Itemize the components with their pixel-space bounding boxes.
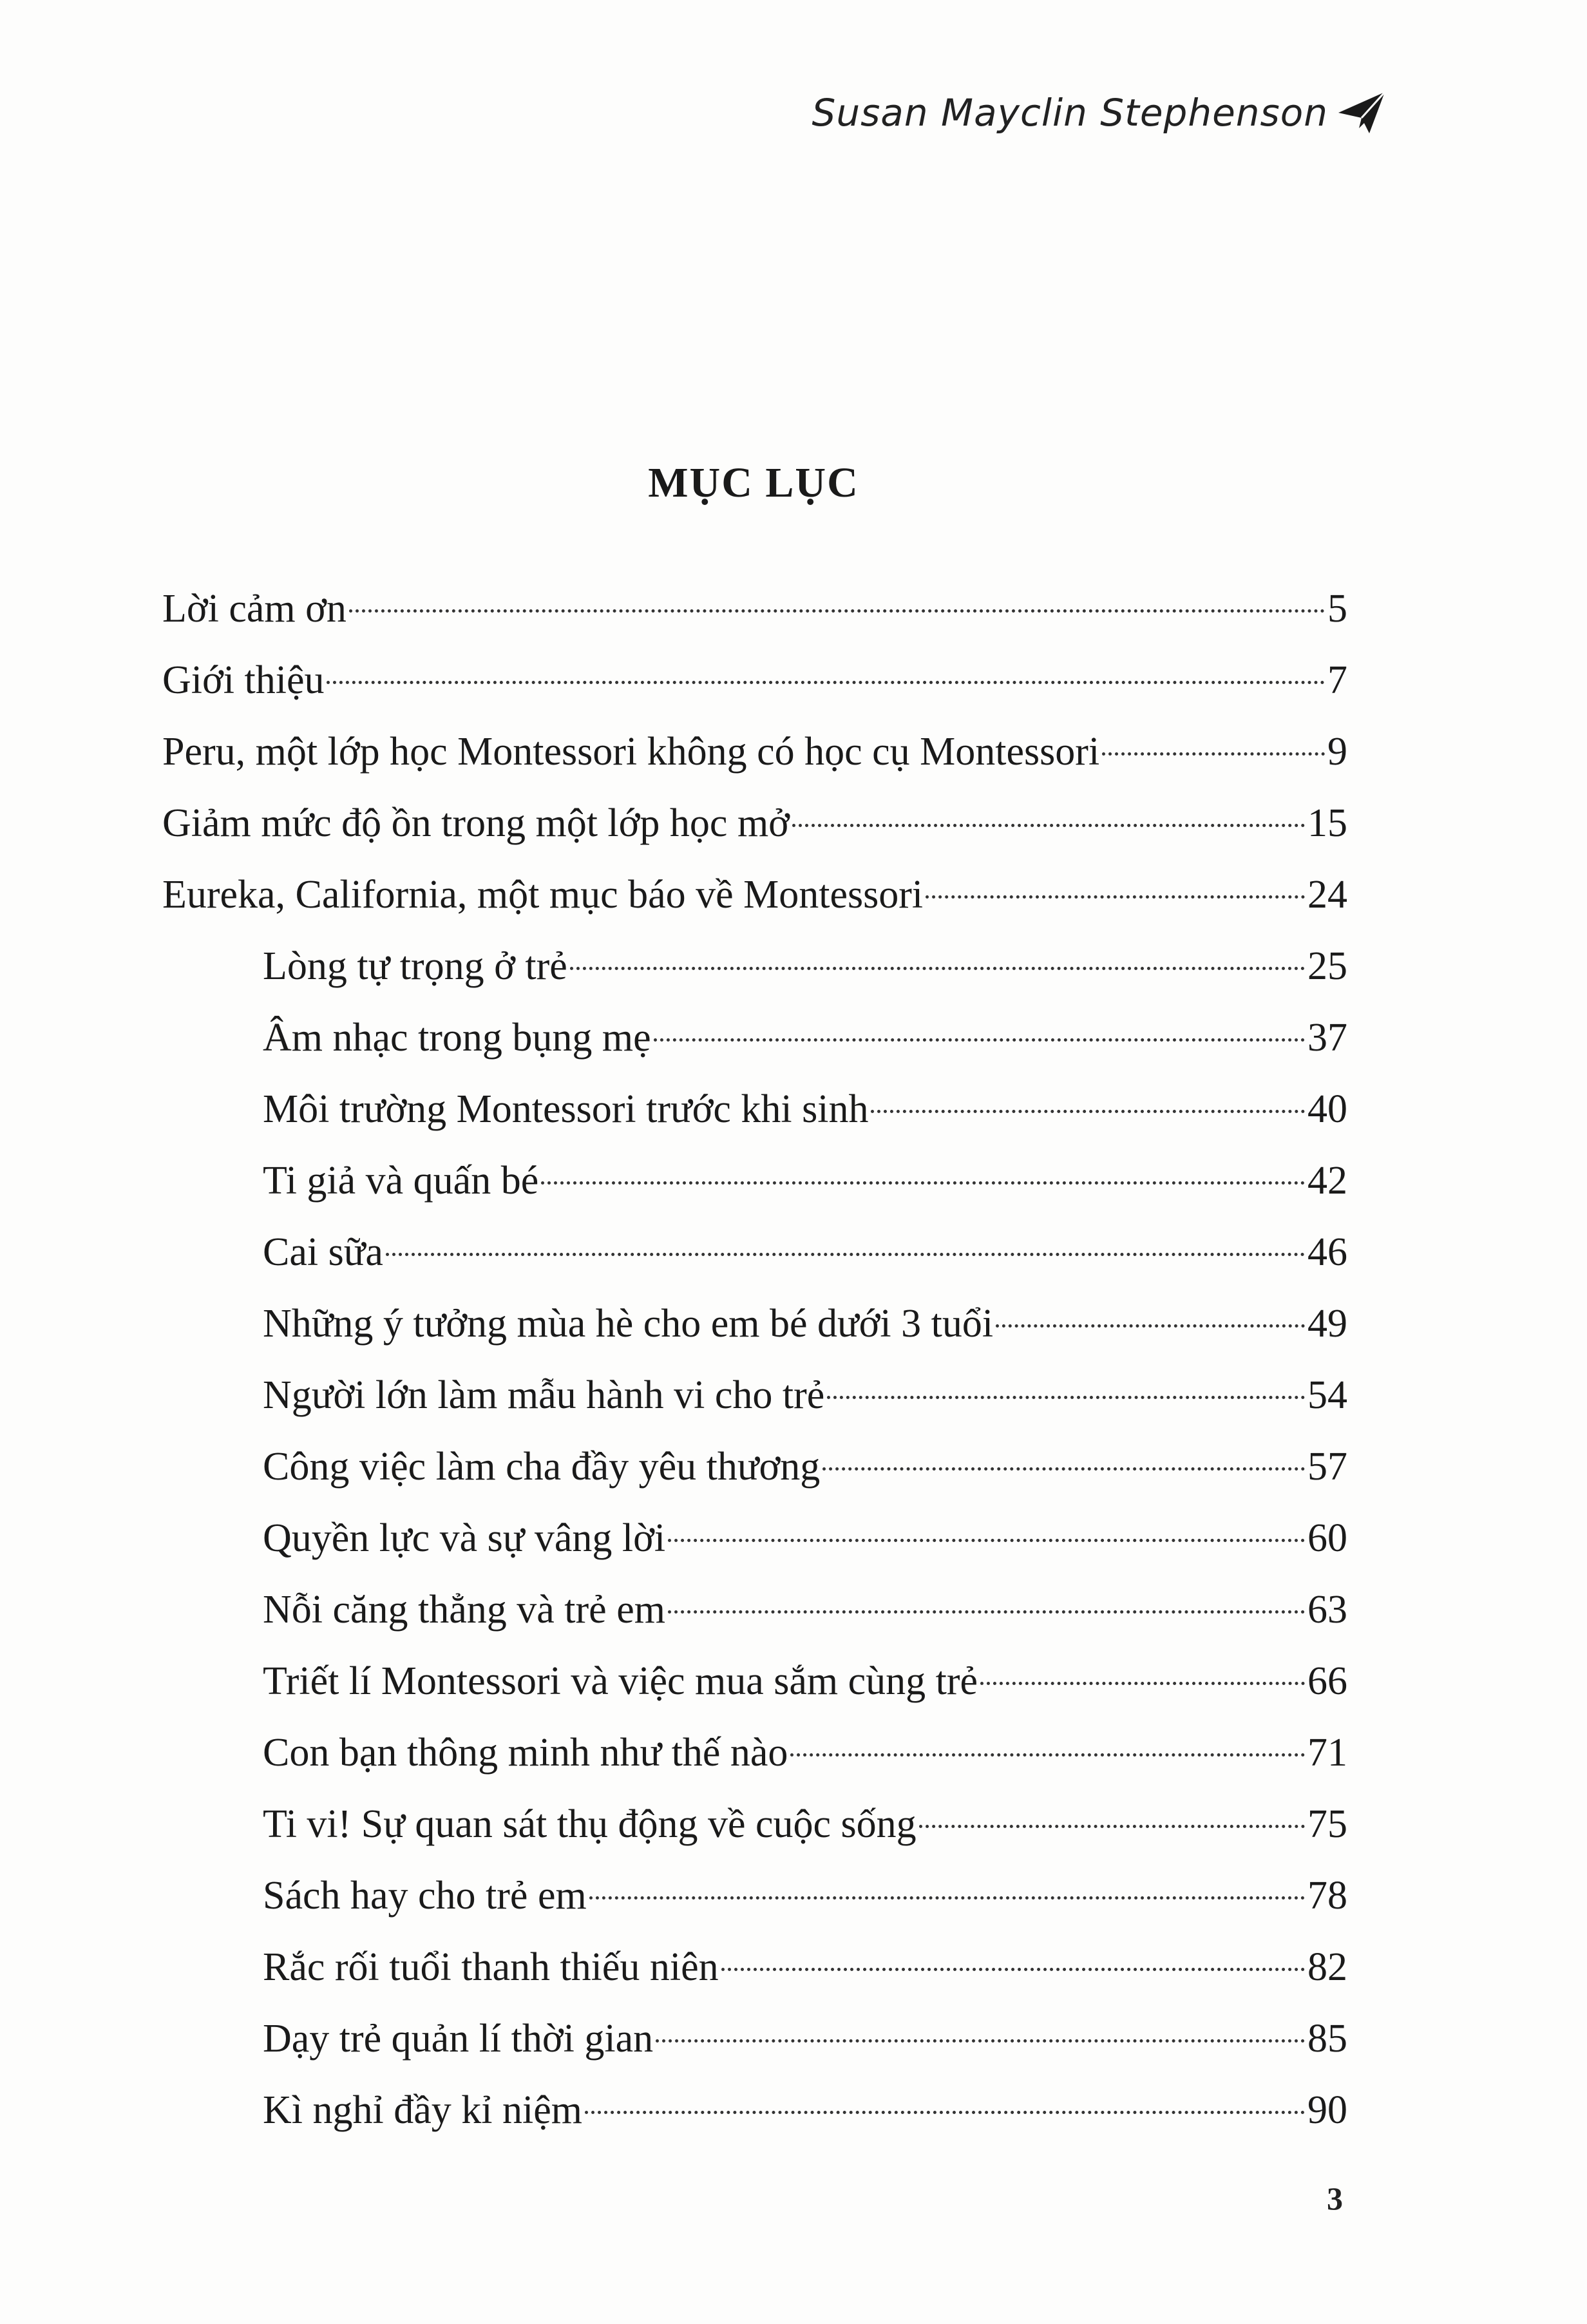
toc-entry-page: 63 bbox=[1307, 1588, 1347, 1632]
toc-entry bbox=[162, 1288, 1347, 1360]
toc-entry-label: Lòng tự trọng ở trẻ bbox=[263, 944, 567, 988]
toc-entry-label: Dạy trẻ quản lí thời gian bbox=[263, 2017, 654, 2061]
table-of-contents bbox=[162, 573, 1347, 2146]
toc-entry-label: Âm nhạc trong bụng mẹ bbox=[263, 1016, 651, 1060]
dot-leader bbox=[327, 681, 1325, 684]
toc-entry bbox=[162, 1646, 1347, 1717]
toc-entry-page: 37 bbox=[1307, 1016, 1347, 1060]
toc-entry-label: Cai sữa bbox=[263, 1230, 383, 1274]
toc-entry bbox=[162, 1932, 1347, 2003]
dot-leader bbox=[827, 1396, 1305, 1399]
toc-entry-page: 75 bbox=[1307, 1802, 1347, 1846]
dot-leader bbox=[541, 1181, 1305, 1185]
toc-entry-label: Nỗi căng thẳng và trẻ em bbox=[263, 1588, 665, 1632]
toc-entry bbox=[162, 1789, 1347, 1860]
toc-entry-label: Những ý tưởng mùa hè cho em bé dưới 3 tuổi bbox=[263, 1302, 994, 1346]
running-head bbox=[812, 87, 1387, 138]
dot-leader bbox=[980, 1682, 1305, 1685]
toc-entry bbox=[162, 1074, 1347, 1145]
toc-entry-page: 7 bbox=[1327, 658, 1347, 702]
toc-entry-page: 71 bbox=[1307, 1731, 1347, 1775]
toc-entry-label: Kì nghỉ đầy kỉ niệm bbox=[263, 2088, 582, 2132]
toc-entry bbox=[162, 931, 1347, 1002]
toc-entry bbox=[162, 573, 1347, 645]
toc-entry-page: 57 bbox=[1307, 1445, 1347, 1489]
toc-entry bbox=[162, 2075, 1347, 2146]
dot-leader bbox=[926, 895, 1305, 899]
toc-entry-page: 42 bbox=[1307, 1159, 1347, 1203]
toc-entry bbox=[162, 645, 1347, 716]
toc-entry-page: 82 bbox=[1307, 1945, 1347, 1989]
dot-leader bbox=[871, 1110, 1305, 1113]
toc-entry-label: Người lớn làm mẫu hành vi cho trẻ bbox=[263, 1373, 825, 1417]
toc-entry-label: Con bạn thông minh như thế nào bbox=[263, 1731, 788, 1775]
toc-entry bbox=[162, 1002, 1347, 1074]
dot-leader bbox=[585, 2111, 1305, 2114]
toc-entry-page: 54 bbox=[1307, 1373, 1347, 1417]
toc-entry-page: 46 bbox=[1307, 1230, 1347, 1274]
toc-entry bbox=[162, 2003, 1347, 2075]
toc-entry-label: Rắc rối tuổi thanh thiếu niên bbox=[263, 1945, 719, 1989]
toc-entry-label: Lời cảm ơn bbox=[162, 587, 347, 631]
dot-leader bbox=[668, 1610, 1305, 1614]
toc-entry-page: 78 bbox=[1307, 1874, 1347, 1918]
toc-entry-label: Ti giả và quấn bé bbox=[263, 1159, 539, 1203]
dot-leader bbox=[656, 2039, 1305, 2043]
toc-entry-page: 5 bbox=[1327, 587, 1347, 631]
toc-entry-page: 40 bbox=[1307, 1087, 1347, 1131]
page-number: 3 bbox=[1327, 2180, 1343, 2216]
dot-leader bbox=[589, 1896, 1305, 1900]
dot-leader bbox=[790, 1753, 1305, 1757]
toc-entry bbox=[162, 859, 1347, 931]
dot-leader bbox=[792, 824, 1305, 827]
toc-entry-label: Eureka, California, một mục báo về Montessori bbox=[162, 873, 924, 917]
toc-entry bbox=[162, 1360, 1347, 1431]
toc-entry bbox=[162, 1217, 1347, 1288]
toc-entry-page: 9 bbox=[1327, 730, 1347, 774]
toc-entry-label: Môi trường Montessori trước khi sinh bbox=[263, 1087, 869, 1131]
dot-leader bbox=[822, 1467, 1305, 1471]
toc-entry-page: 66 bbox=[1307, 1659, 1347, 1703]
dot-leader bbox=[996, 1324, 1305, 1328]
toc-entry-page: 24 bbox=[1307, 873, 1347, 917]
toc-entry-label: Công việc làm cha đầy yêu thương bbox=[263, 1445, 821, 1489]
page-title: MỤC LỤC bbox=[648, 459, 859, 506]
dot-leader bbox=[668, 1539, 1305, 1542]
paper-plane-icon bbox=[1336, 87, 1387, 138]
dot-leader bbox=[570, 967, 1305, 970]
toc-entry bbox=[162, 1574, 1347, 1646]
dot-leader bbox=[721, 1968, 1305, 1971]
toc-entry-page: 90 bbox=[1307, 2088, 1347, 2132]
toc-entry-label: Giảm mức độ ồn trong một lớp học mở bbox=[162, 801, 790, 845]
toc-entry-page: 60 bbox=[1307, 1516, 1347, 1560]
toc-entry-label: Quyền lực và sự vâng lời bbox=[263, 1516, 666, 1560]
toc-entry bbox=[162, 1431, 1347, 1503]
toc-entry-page: 49 bbox=[1307, 1302, 1347, 1346]
toc-entry bbox=[162, 1145, 1347, 1217]
toc-entry-label: Giới thiệu bbox=[162, 658, 325, 702]
toc-entry bbox=[162, 1860, 1347, 1932]
toc-entry-label: Triết lí Montessori và việc mua sắm cùng trẻ bbox=[263, 1659, 978, 1703]
toc-entry bbox=[162, 1717, 1347, 1789]
author-name: Susan Mayclin Stephenson bbox=[812, 91, 1328, 135]
dot-leader bbox=[1102, 752, 1325, 756]
toc-entry-page: 15 bbox=[1307, 801, 1347, 845]
dot-leader bbox=[349, 609, 1325, 613]
toc-entry-label: Sách hay cho trẻ em bbox=[263, 1874, 587, 1918]
toc-entry bbox=[162, 1503, 1347, 1574]
toc-entry-label: Peru, một lớp học Montessori không có học cụ Montessori bbox=[162, 730, 1100, 774]
dot-leader bbox=[386, 1253, 1305, 1256]
toc-entry bbox=[162, 788, 1347, 859]
toc-entry-page: 25 bbox=[1307, 944, 1347, 988]
dot-leader bbox=[654, 1038, 1305, 1042]
dot-leader bbox=[919, 1825, 1305, 1828]
toc-entry bbox=[162, 716, 1347, 788]
toc-entry-label: Ti vi! Sự quan sát thụ động về cuộc sống bbox=[263, 1802, 917, 1846]
toc-entry-page: 85 bbox=[1307, 2017, 1347, 2061]
